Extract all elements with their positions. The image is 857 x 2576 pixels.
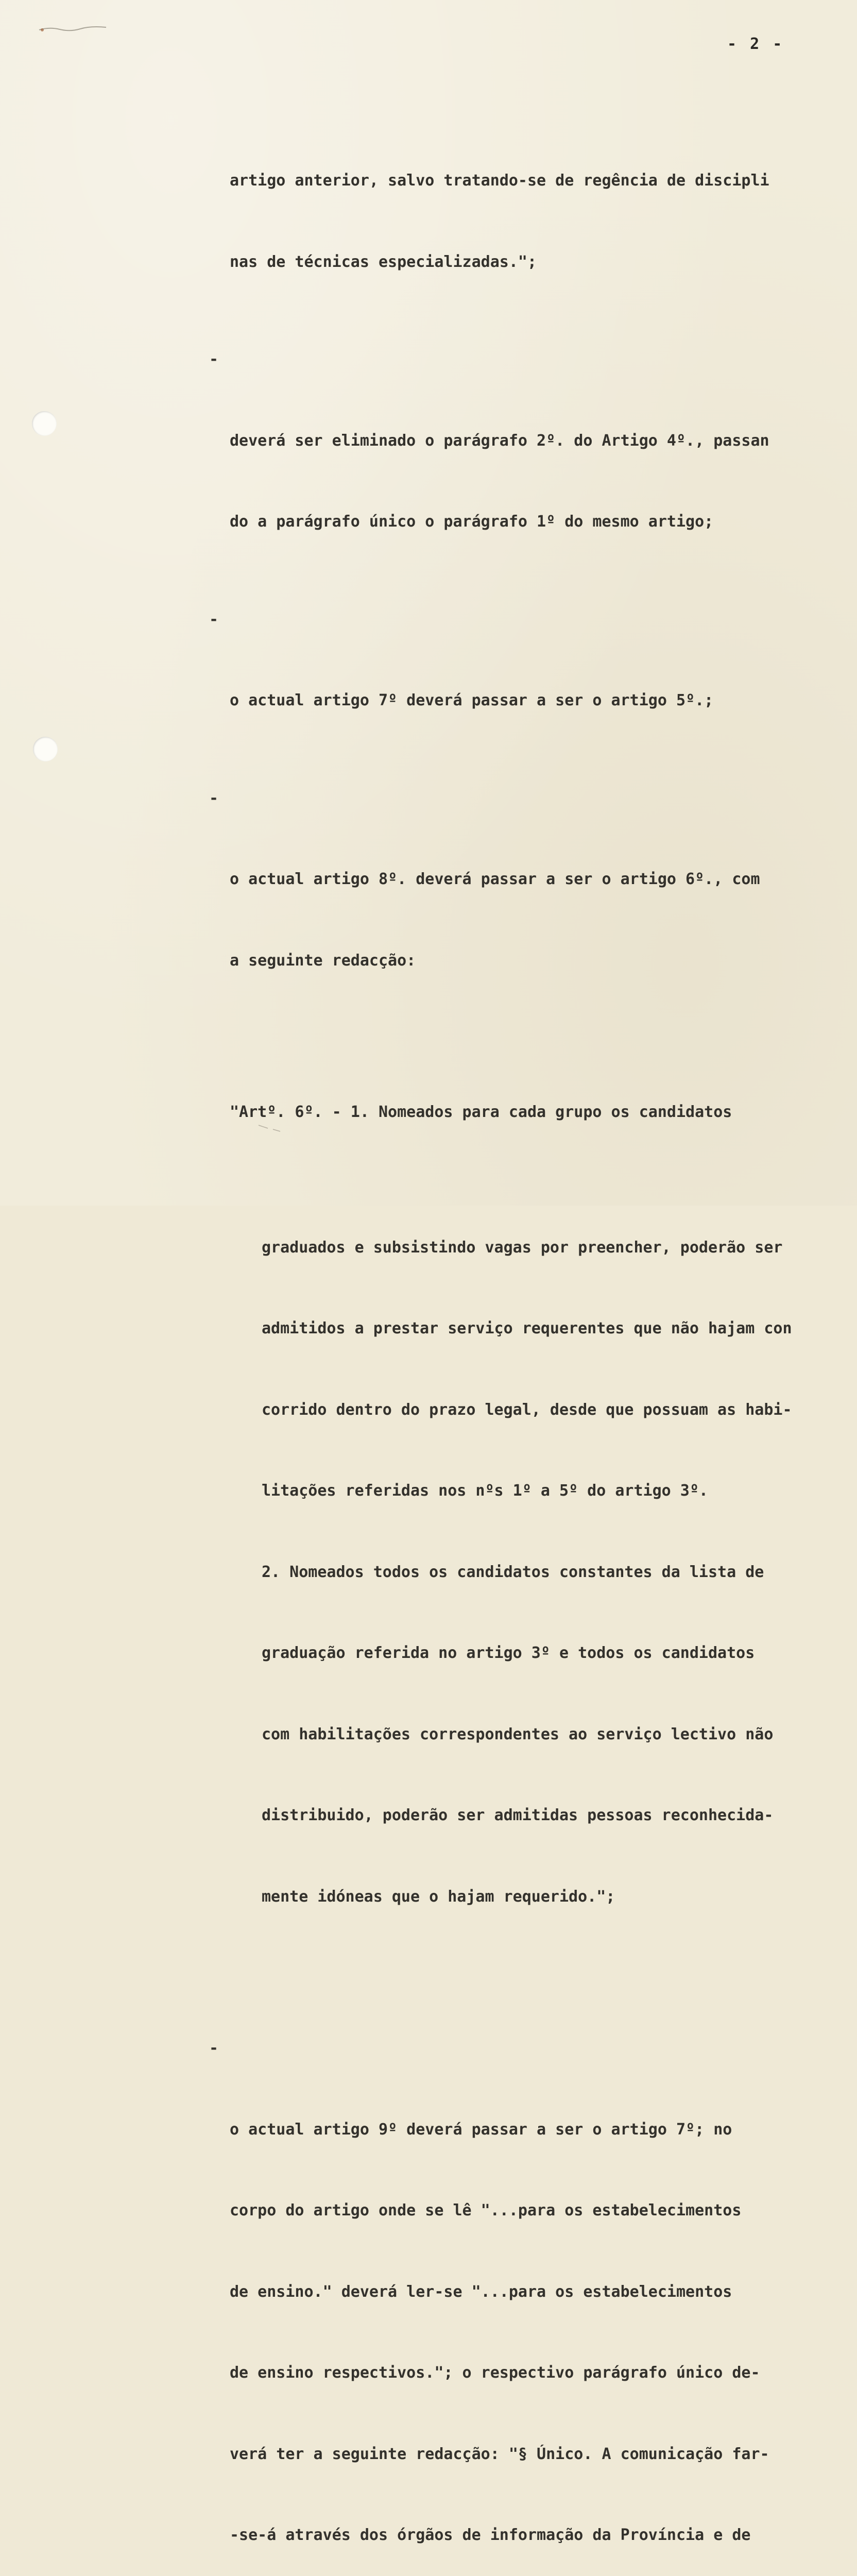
text-line: de ensino respectivos."; o respectivo parágrafo único de- <box>230 2364 760 2382</box>
quote-line: 2. Nomeados todos os candidatos constantes da lista de <box>262 1563 764 1581</box>
paper-scuff-mark <box>258 1123 288 1132</box>
quote-line: admitidos a prestar serviço requerentes que não hajam con <box>262 1319 792 1337</box>
quote-line: "Artº. 6º. - 1. Nomeados para cada grupo os candidatos <box>230 1103 732 1121</box>
punch-hole-bottom <box>33 737 58 761</box>
quote-line: mente idóneas que o hajam requerido."; <box>262 1887 615 1906</box>
text-line: o actual artigo 9º deverá passar a ser o artigo 7º; no <box>230 2120 732 2139</box>
text-line: artigo anterior, salvo tratando-se de regência de discipli <box>230 172 769 190</box>
paragraph-bullet <box>209 606 837 769</box>
bullet-dash: - <box>209 350 219 368</box>
text-line: a seguinte redacção: <box>230 951 416 970</box>
text-line: verá ter a seguinte redacção: "§ Único. A comunicação far- <box>230 2445 769 2463</box>
bullet-dash: - <box>209 610 219 629</box>
paragraph-bullet <box>209 346 837 590</box>
quote-line: litações referidas nos nºs 1º a 5º do artigo 3º. <box>262 1482 708 1500</box>
quote-line: corrido dentro do prazo legal, desde que possuam as habi- <box>262 1400 792 1419</box>
quote-line: distribuido, poderão ser admitidas pessoas reconhecida- <box>262 1806 774 1824</box>
text-line: corpo do artigo onde se lê "...para os estabelecimentos <box>230 2201 742 2219</box>
text-line: do a parágrafo único o parágrafo 1º do mesmo artigo; <box>230 513 714 531</box>
text-line: o actual artigo 7º deverá passar a ser o artigo 5º.; <box>230 691 714 709</box>
paper-tear-mark <box>39 26 106 33</box>
quote-line: graduados e subsistindo vagas por preencher, poderão ser <box>262 1238 783 1257</box>
text-line: de ensino." deverá ler-se "...para os estabelecimentos <box>230 2282 732 2301</box>
text-line: o actual artigo 8º. deverá passar a ser o artigo 6º., com <box>230 870 760 888</box>
text-line: deverá ser eliminado o parágrafo 2º. do Artigo 4º., passan <box>230 431 769 450</box>
quoted-article <box>230 1045 837 2019</box>
bullet-dash: - <box>209 2039 219 2057</box>
text-line: -se-á através dos órgãos de informação da Província e de <box>230 2526 751 2544</box>
paragraph-bullet <box>209 2035 837 2576</box>
document-body <box>209 113 837 2576</box>
paragraph-bullet <box>209 785 837 1029</box>
quote-line: com habilitações correspondentes ao serviço lectivo não <box>262 1725 774 1743</box>
text-line: nas de técnicas especializadas."; <box>230 252 537 271</box>
quote-line: graduação referida no artigo 3º e todos os candidatos <box>262 1644 755 1662</box>
quote-body <box>230 1180 837 1965</box>
page-number: - 2 - <box>727 35 784 53</box>
punch-hole-top <box>32 411 57 436</box>
bullet-dash: - <box>209 789 219 807</box>
paragraph-continuation <box>230 113 837 330</box>
